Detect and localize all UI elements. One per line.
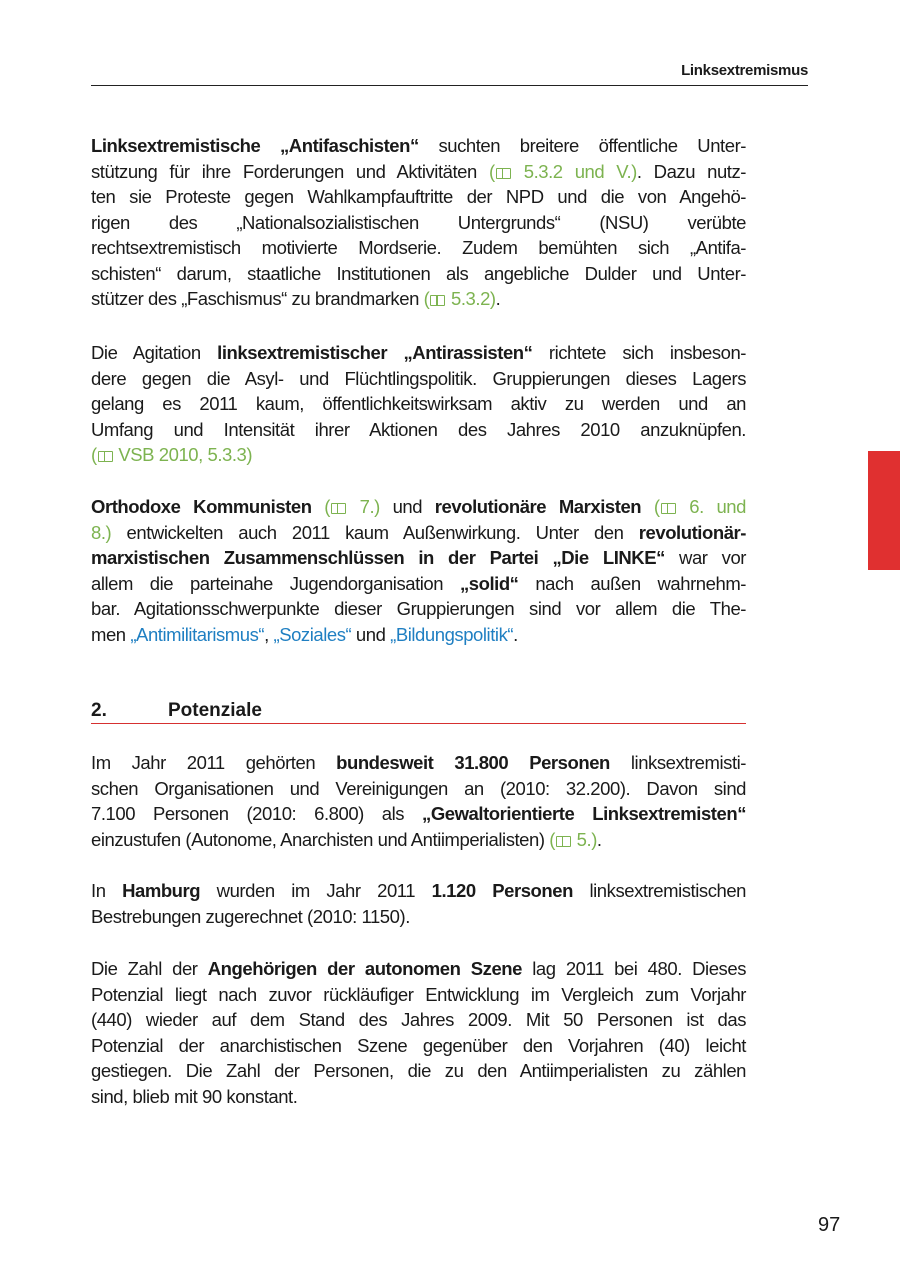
text: bar. Agitationsschwerpunkte dieser Gruppierungen sind vor allem die The- xyxy=(91,598,746,619)
text: war vor xyxy=(664,547,746,568)
text-line xyxy=(91,1007,746,1033)
bold-text: Hamburg xyxy=(122,880,201,901)
text-line xyxy=(91,210,746,236)
text: Die Agitation xyxy=(91,342,218,363)
text-line xyxy=(91,1084,746,1110)
paragraph-autonome-szene xyxy=(91,956,746,1109)
bold-text: Orthodoxe Kommunisten xyxy=(91,496,312,517)
text: , xyxy=(264,623,274,645)
text-line xyxy=(91,286,746,312)
text-line xyxy=(91,520,746,546)
text-line xyxy=(91,391,746,417)
text: stützung für ihre Forderungen und Aktivitäten xyxy=(91,160,489,182)
text: Die Zahl der xyxy=(91,958,208,979)
text: schisten“ darum, staatliche Institutionen als angebliche Dulder und Unter- xyxy=(91,262,746,284)
topic-link[interactable]: „Bildungspolitik“ xyxy=(390,623,514,645)
topic-link[interactable]: „Antimilitarismus“ xyxy=(130,623,265,645)
text-line xyxy=(91,801,746,827)
text: . Dazu nutz- xyxy=(636,160,746,182)
cross-reference[interactable]: 7.) xyxy=(346,496,380,517)
bold-text: Linksextremistische „Antifaschisten“ xyxy=(91,135,419,156)
text: stützer des „Faschismus“ zu brandmarken xyxy=(91,288,424,309)
text-line xyxy=(91,982,746,1008)
text: Potenzial liegt nach zuvor rückläufiger Entwicklung im Vergleich zum Vorjahr xyxy=(91,983,746,1005)
text: lag 2011 bei 480. Dieses xyxy=(521,958,746,979)
bold-text: „solid“ xyxy=(459,572,519,594)
section-number: 2. xyxy=(91,700,107,721)
text-line xyxy=(91,1058,746,1084)
cross-reference[interactable]: VSB 2010, 5.3.3) xyxy=(113,444,253,465)
text: dere gegen die Asyl- und Flüchtlingspolitik. Gruppierungen dieses Lagers xyxy=(91,367,746,389)
text: gelang es 2011 kaum, öffentlichkeitswirksam aktiv zu werden und an xyxy=(91,393,746,414)
text-line xyxy=(91,776,746,802)
bold-text: bundesweit 31.800 Personen xyxy=(336,752,610,773)
text: Bestrebungen zugerechnet (2010: 1150). xyxy=(91,905,410,927)
text-line xyxy=(91,1033,746,1059)
text xyxy=(641,496,654,517)
text: einzustufen (Autonome, Anarchisten und Antiimperialisten) xyxy=(91,828,550,850)
text: linksextremisti- xyxy=(609,752,747,773)
book-icon xyxy=(556,836,571,847)
chapter-tab-marker xyxy=(868,451,900,570)
cross-reference[interactable]: ( xyxy=(423,288,430,309)
cross-reference[interactable]: 5.3.2 und V.) xyxy=(511,160,637,182)
cross-reference[interactable]: 5.) xyxy=(571,828,597,850)
text-line xyxy=(91,184,746,210)
bold-text: marxistischen Zusammenschlüssen in der Partei „Die LINKE“ xyxy=(91,547,665,568)
cross-reference[interactable]: ( xyxy=(91,444,97,465)
text: In xyxy=(91,880,123,901)
text-line xyxy=(91,340,746,366)
text: und xyxy=(351,623,391,645)
section-heading xyxy=(91,700,746,724)
text xyxy=(312,496,325,517)
paragraph-kommunisten xyxy=(91,494,746,647)
text: gestiegen. Die Zahl der Personen, die zu den Antiimperialisten zu zählen xyxy=(91,1060,746,1081)
text: suchten breitere öffentliche Unter- xyxy=(418,135,746,156)
paragraph-antirassisten xyxy=(91,340,746,468)
text: . xyxy=(495,288,501,309)
bold-text: „Gewaltorientierte Linksextremisten“ xyxy=(422,803,746,824)
text: nach außen wahrnehm- xyxy=(518,572,746,594)
cross-reference[interactable]: ( xyxy=(488,160,495,182)
text: ten sie Proteste gegen Wahlkampfauftritte der NPD und die von Angehö- xyxy=(91,186,746,207)
paragraph-hamburg xyxy=(91,878,746,929)
text-line xyxy=(91,956,746,982)
bold-text: linksextremistischer „Antirassisten“ xyxy=(217,342,533,363)
text: allem die parteinahe Jugendorganisation xyxy=(91,572,460,594)
cross-reference[interactable]: ( xyxy=(324,496,330,517)
text-line xyxy=(91,904,746,930)
bold-text: Angehörigen der autonomen Szene xyxy=(207,958,522,979)
running-header xyxy=(91,60,808,86)
text-line xyxy=(91,750,746,776)
text: Potenzial der anarchistischen Szene gegenüber den Vorjahren (40) leicht xyxy=(91,1034,746,1056)
topic-link[interactable]: „Soziales“ xyxy=(273,623,352,645)
text-line xyxy=(91,133,746,159)
text-line xyxy=(91,417,746,443)
text: rechtsextremistisch motivierte Mordserie. Zudem bemühten sich „Antifa- xyxy=(91,237,746,258)
page-number: 97 xyxy=(818,1214,841,1236)
text: Umfang und Intensität ihrer Aktionen des Jahres 2010 anzuknüpfen. xyxy=(91,418,746,440)
book-icon xyxy=(98,451,113,462)
text: Im Jahr 2011 gehörten xyxy=(91,752,337,773)
text: rigen des „Nationalsozialistischen Untergrunds“ (NSU) verübte xyxy=(91,211,746,233)
book-icon xyxy=(496,168,511,179)
text-line xyxy=(91,545,746,571)
book-icon xyxy=(661,503,676,514)
bold-text: revolutionäre Marxisten xyxy=(434,496,642,517)
bold-text: revolutionär- xyxy=(638,521,746,543)
text: schen Organisationen und Vereinigungen an (2010: 32.200). Davon sind xyxy=(91,777,746,799)
text-line xyxy=(91,235,746,261)
text-line xyxy=(91,366,746,392)
book-icon xyxy=(331,503,346,514)
text-line xyxy=(91,442,746,468)
text: wurden im Jahr 2011 xyxy=(200,880,432,901)
text: linksextremistischen xyxy=(572,880,747,901)
text: . xyxy=(596,828,602,850)
text-line xyxy=(91,159,746,185)
cross-reference[interactable]: 6. und xyxy=(676,496,746,517)
text-line xyxy=(91,494,746,520)
cross-reference[interactable]: ( xyxy=(549,828,555,850)
bold-text: 1.120 Personen xyxy=(431,880,573,901)
section-title: Potenziale xyxy=(168,700,262,721)
cross-reference[interactable]: 8.) xyxy=(91,521,112,543)
cross-reference[interactable]: ( xyxy=(653,496,660,517)
text: (440) wieder auf dem Stand des Jahres 2009. Mit 50 Personen ist das xyxy=(91,1009,746,1030)
paragraph-bundesweit xyxy=(91,750,746,852)
text: 7.100 Personen (2010: 6.800) als xyxy=(91,803,423,824)
text: sind, blieb mit 90 konstant. xyxy=(91,1085,298,1107)
text: entwickelten auch 2011 kaum Außenwirkung. Unter den xyxy=(111,521,639,543)
text-line xyxy=(91,878,746,904)
text-line xyxy=(91,827,746,853)
text: men xyxy=(91,623,131,645)
text: und xyxy=(379,496,435,517)
book-icon xyxy=(430,295,445,306)
header-title: Linksextremismus xyxy=(681,62,808,79)
text: . xyxy=(513,623,518,645)
text-line xyxy=(91,261,746,287)
paragraph-antifaschisten xyxy=(91,133,746,312)
cross-reference[interactable]: 5.3.2) xyxy=(446,288,496,309)
text: richtete sich insbeson- xyxy=(532,342,747,363)
text-line xyxy=(91,622,746,648)
text-line xyxy=(91,596,746,622)
text-line xyxy=(91,571,746,597)
